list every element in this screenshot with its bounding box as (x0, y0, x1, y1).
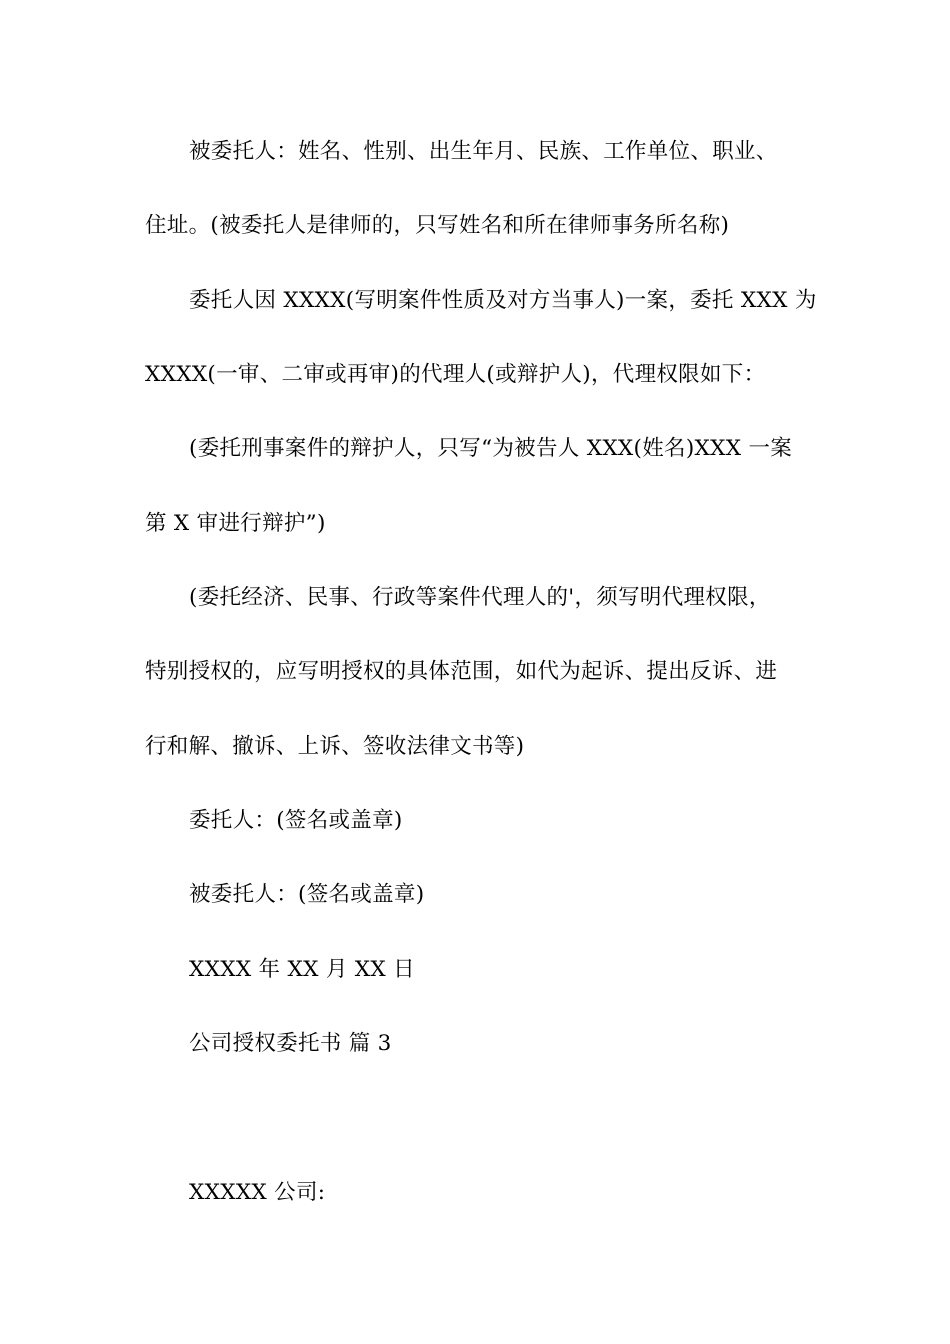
paragraph-civil-agency-note-cont-1: 特别授权的，应写明授权的具体范围，如代为起诉、提出反诉、进 (145, 659, 778, 684)
principal-signature-line: 委托人：(签名或盖章) (189, 808, 403, 833)
paragraph-entrustment: 委托人因 XXXX(写明案件性质及对方当事人)一案，委托 XXX 为 (189, 288, 817, 313)
date-line: XXXX 年 XX 月 XX 日 (189, 957, 415, 982)
addressee-line: XXXXX 公司: (189, 1180, 326, 1205)
paragraph-civil-agency-note: (委托经济、民事、行政等案件代理人的'，须写明代理权限， (189, 585, 771, 610)
paragraph-criminal-defense-note-cont: 第 X 审进行辩护”) (145, 511, 326, 536)
paragraph-entrustment-cont: XXXX(一审、二审或再审)的代理人(或辩护人)，代理权限如下： (145, 362, 766, 387)
paragraph-civil-agency-note-cont-2: 行和解、撤诉、上诉、签收法律文书等) (145, 734, 525, 759)
paragraph-criminal-defense-note: (委托刑事案件的辩护人，只写“为被告人 XXX(姓名)XXX 一案 (189, 436, 793, 461)
paragraph-principal-agent-info-cont: 住址。(被委托人是律师的，只写姓名和所在律师事务所名称) (145, 213, 730, 238)
paragraph-principal-agent-info: 被委托人：姓名、性别、出生年月、民族、工作单位、职业、 (189, 139, 778, 164)
agent-signature-line: 被委托人：(签名或盖章) (189, 882, 425, 907)
section-heading: 公司授权委托书 篇 3 (189, 1031, 392, 1056)
